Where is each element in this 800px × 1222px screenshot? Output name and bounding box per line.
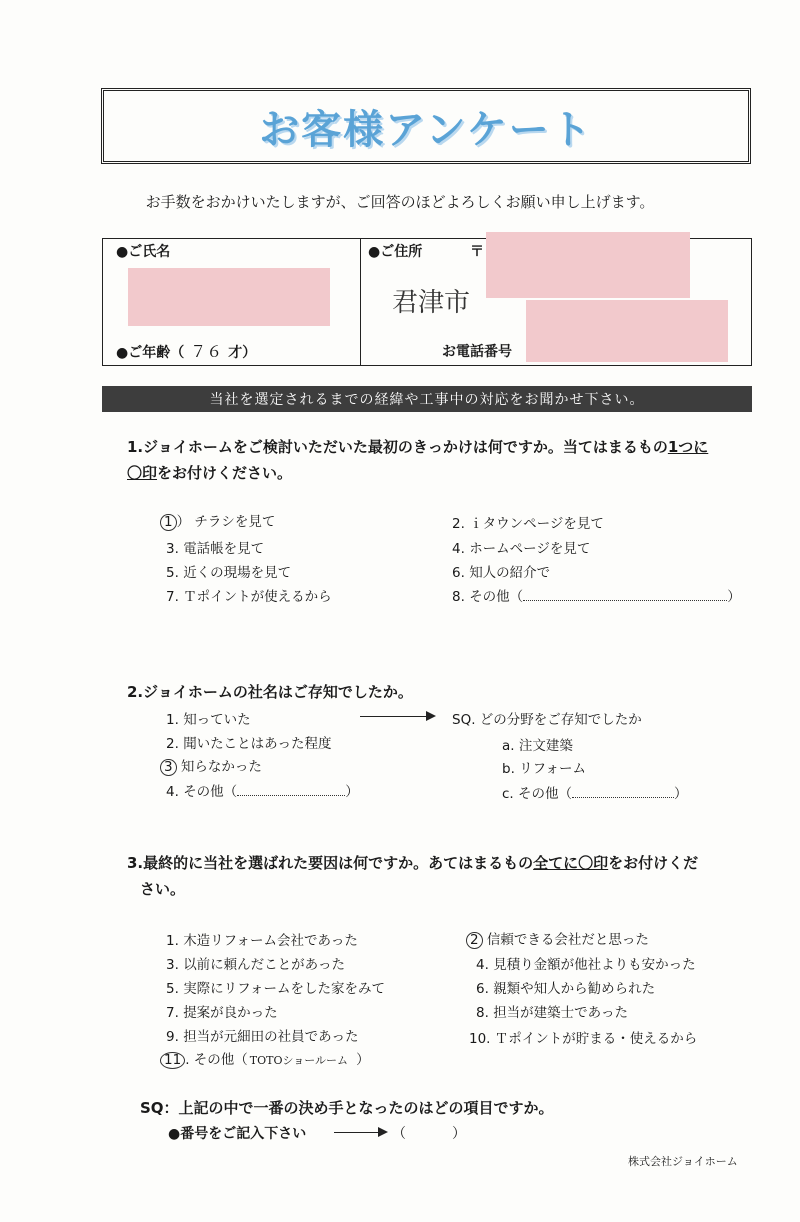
- title-frame: [101, 88, 751, 164]
- age-value[interactable]: ７６: [190, 342, 223, 361]
- q2-sq-other-field[interactable]: [572, 785, 674, 798]
- q1-option-4[interactable]: 4. ホームページを見て: [452, 541, 591, 557]
- q3-sq-text: SQ：上記の中で一番の決め手となったのはどの項目ですか。: [140, 1099, 554, 1117]
- q1-option-3[interactable]: 3. 電話帳を見て: [166, 541, 265, 557]
- q2-sq-option-c[interactable]: c. その他（ ）: [502, 786, 688, 802]
- q1-option-2[interactable]: 2. ｉタウンページを見て: [452, 516, 604, 532]
- q3-option-6[interactable]: 6. 親類や知人から勧められた: [476, 981, 656, 997]
- q3-option-9[interactable]: 9. 担当が元細田の社員であった: [166, 1029, 359, 1045]
- q3-option-8[interactable]: 8. 担当が建築士であった: [476, 1005, 629, 1021]
- arrow-head-icon: [426, 711, 436, 721]
- address-redaction: [486, 232, 690, 298]
- age-label: ●ご年齢（ ７６ 才）: [116, 342, 257, 361]
- q3-other-written[interactable]: TOTOショールーム: [249, 1054, 349, 1067]
- q1-option-6[interactable]: 6. 知人の紹介で: [452, 565, 551, 581]
- sq-arrow-line-icon: [334, 1132, 380, 1133]
- q1-option-5[interactable]: 5. 近くの現場を見て: [166, 565, 292, 581]
- address-value[interactable]: 君津市: [392, 288, 471, 318]
- q3-option-1[interactable]: 1. 木造リフォーム会社であった: [166, 933, 358, 949]
- q3-option-4[interactable]: 4. 見積り金額が他社よりも安かった: [476, 957, 696, 973]
- q2-text: 2.ジョイホームの社名はご存知でしたか。: [127, 683, 413, 701]
- intro-text: お手数をおかけいたしますが、ご回答のほどよろしくお願い申し上げます。: [145, 193, 655, 211]
- q2-option-2[interactable]: 2. 聞いたことはあった程度: [166, 736, 332, 752]
- page-title: お客様アンケート: [259, 106, 593, 153]
- info-divider: [360, 238, 361, 366]
- q3-option-3[interactable]: 3. 以前に頼んだことがあった: [166, 957, 346, 973]
- q3-sq-input-label: ●番号をご記入下さい: [168, 1126, 307, 1142]
- q1-option-1[interactable]: 1 ） チラシを見て: [160, 510, 275, 531]
- q2-sq-option-a[interactable]: a. 注文建築: [502, 738, 573, 754]
- company-name: 株式会社ジョイホーム: [628, 1155, 738, 1168]
- phone-label: お電話番号: [442, 344, 512, 360]
- q1-other-field[interactable]: [523, 588, 727, 601]
- q3-option-5[interactable]: 5. 実際にリフォームをした家をみて: [166, 981, 386, 997]
- address-label: ●ご住所: [368, 244, 423, 260]
- q1-option-8[interactable]: 8. その他（ ）: [452, 589, 741, 605]
- q3-text: 3.最終的に当社を選ばれた要因は何ですか。あてはまるもの全てに〇印をお付けくだ さい。: [127, 854, 699, 898]
- phone-redaction: [526, 300, 728, 362]
- q2-sq-text: SQ. どの分野をご存知でしたか: [452, 712, 642, 728]
- sq-arrow-head-icon: [378, 1127, 388, 1137]
- q3-option-11[interactable]: 11 . その他（ TOTOショールーム ）: [160, 1048, 370, 1069]
- q3-sq-number-field[interactable]: （ ）: [392, 1126, 466, 1142]
- q2-sq-option-b[interactable]: b. リフォーム: [502, 761, 586, 777]
- q3-option-7[interactable]: 7. 提案が良かった: [166, 1005, 278, 1021]
- section-banner: 当社を選定されるまでの経緯や工事中の対応をお聞かせ下さい。: [102, 386, 752, 412]
- q3-option-10[interactable]: 10. Ｔポイントが貯まる・使えるから: [469, 1031, 698, 1047]
- postal-mark: 〒: [470, 244, 484, 260]
- q3-option-2[interactable]: 2 信頼できる会社だと思った: [466, 928, 649, 949]
- name-label: ●ご氏名: [116, 244, 171, 260]
- q2-other-field[interactable]: [237, 783, 345, 796]
- q1-option-7[interactable]: 7. Ｔポイントが使えるから: [166, 589, 332, 605]
- q2-option-4[interactable]: 4. その他（ ）: [166, 784, 359, 800]
- arrow-line-icon: [360, 716, 426, 717]
- q1-text: 1.ジョイホームをご検討いただいた最初のきっかけは何ですか。当てはまるもの1つに 〇印をお付けください。: [127, 438, 709, 482]
- q2-option-3[interactable]: 3 知らなかった: [160, 755, 262, 776]
- q2-option-1[interactable]: 1. 知っていた: [166, 712, 251, 728]
- name-redaction: [128, 268, 330, 326]
